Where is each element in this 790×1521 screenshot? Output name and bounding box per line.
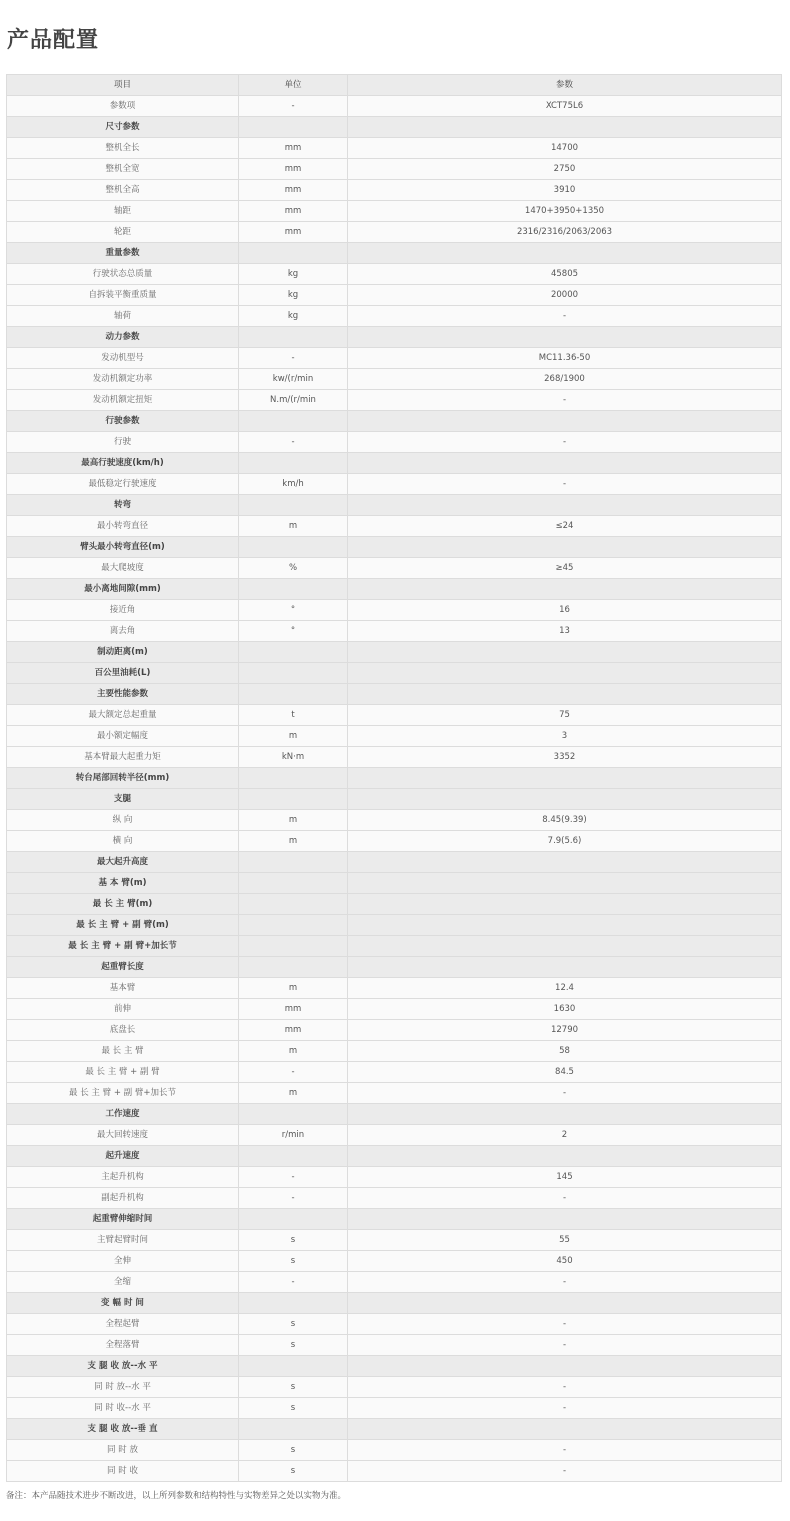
item-cell: 发动机额定扭矩 [7,390,239,411]
item-cell: 底盘长 [7,1020,239,1041]
item-cell: 尺寸参数 [7,117,239,138]
table-row [7,747,782,768]
item-cell: 接近角 [7,600,239,621]
table-row [7,726,782,747]
param-cell [348,1209,782,1230]
item-cell: 最 长 主 臂 + 副 臂+加长节 [7,1083,239,1104]
param-cell [348,789,782,810]
item-cell: 前伸 [7,999,239,1020]
item-cell: 最小转弯直径 [7,516,239,537]
item-cell: 全缩 [7,1272,239,1293]
table-row [7,1461,782,1482]
unit-cell: km/h [239,474,348,495]
section-row [7,537,782,558]
param-cell: 13 [348,621,782,642]
param-cell: 14700 [348,138,782,159]
param-cell [348,957,782,978]
param-cell: 2 [348,1125,782,1146]
table-row [7,1440,782,1461]
param-cell: - [348,1398,782,1419]
section-row [7,1419,782,1440]
item-cell: 动力参数 [7,327,239,348]
table-row [7,1251,782,1272]
unit-cell: r/min [239,1125,348,1146]
item-cell: 最低稳定行驶速度 [7,474,239,495]
unit-cell [239,1293,348,1314]
param-cell: 145 [348,1167,782,1188]
unit-cell: kg [239,306,348,327]
item-cell: 转台尾部回转半径(mm) [7,768,239,789]
table-row [7,222,782,243]
param-cell [348,663,782,684]
unit-cell: % [239,558,348,579]
table-row [7,600,782,621]
param-cell: - [348,1314,782,1335]
item-cell: 基本臂最大起重力矩 [7,747,239,768]
param-cell: 45805 [348,264,782,285]
item-cell: 行驶参数 [7,411,239,432]
section-row [7,1209,782,1230]
param-cell: - [348,1377,782,1398]
table-row [7,432,782,453]
table-row [7,138,782,159]
table-row [7,264,782,285]
header-item: 项目 [7,75,239,96]
footnote: 备注：本产品随技术进步不断改进，以上所列参数和结构特性与实物差异之处以实物为准。 [6,1491,347,1501]
header-param: 参数 [348,75,782,96]
table-row [7,474,782,495]
param-cell: 84.5 [348,1062,782,1083]
item-cell: 同 时 放 [7,1440,239,1461]
item-cell: 副起升机构 [7,1188,239,1209]
param-cell [348,453,782,474]
section-row [7,1356,782,1377]
table-row [7,390,782,411]
item-cell: 起重臂长度 [7,957,239,978]
table-row [7,1062,782,1083]
table-row [7,1188,782,1209]
unit-cell [239,495,348,516]
param-cell: 2750 [348,159,782,180]
param-cell: 7.9(5.6) [348,831,782,852]
item-cell: 制动距离(m) [7,642,239,663]
unit-cell: kN·m [239,747,348,768]
unit-cell: mm [239,999,348,1020]
item-cell: 最 长 主 臂 + 副 臂+加长节 [7,936,239,957]
unit-cell: ° [239,621,348,642]
unit-cell: t [239,705,348,726]
unit-cell [239,117,348,138]
section-row [7,1104,782,1125]
param-cell [348,768,782,789]
param-cell: ≤24 [348,516,782,537]
table-row [7,516,782,537]
table-row [7,1272,782,1293]
param-cell [348,1293,782,1314]
unit-cell: kg [239,285,348,306]
table-row [7,1398,782,1419]
table-row [7,159,782,180]
param-cell [348,537,782,558]
item-cell: 最 长 主 臂 + 副 臂 [7,1062,239,1083]
table-row [7,705,782,726]
param-cell [348,117,782,138]
param-cell [348,1356,782,1377]
item-cell: 发动机额定功率 [7,369,239,390]
unit-cell: mm [239,201,348,222]
param-cell [348,327,782,348]
table-row [7,180,782,201]
item-cell: 最小离地间隙(mm) [7,579,239,600]
item-cell: 全程落臂 [7,1335,239,1356]
unit-cell: s [239,1230,348,1251]
unit-cell: - [239,432,348,453]
unit-cell [239,1419,348,1440]
section-row [7,327,782,348]
page-title: 产品配置 [7,28,100,53]
item-cell: 整机全宽 [7,159,239,180]
table-row [7,1167,782,1188]
item-cell: 基 本 臂(m) [7,873,239,894]
unit-cell [239,579,348,600]
table-row [7,1041,782,1062]
unit-cell: - [239,348,348,369]
unit-cell: - [239,1167,348,1188]
unit-cell: kg [239,264,348,285]
section-row [7,117,782,138]
item-cell: 全程起臂 [7,1314,239,1335]
section-row [7,495,782,516]
param-cell: - [348,1272,782,1293]
table-row [7,1230,782,1251]
param-cell: - [348,1461,782,1482]
section-row [7,789,782,810]
unit-cell [239,915,348,936]
item-cell: 基本臂 [7,978,239,999]
section-row [7,663,782,684]
param-cell: - [348,1335,782,1356]
unit-cell: kw/(r/min [239,369,348,390]
param-cell: 3 [348,726,782,747]
section-row [7,411,782,432]
unit-cell: m [239,516,348,537]
param-cell: 268/1900 [348,369,782,390]
item-cell: 同 时 放--水 平 [7,1377,239,1398]
table-header-row [7,75,782,96]
item-cell: 最大额定总起重量 [7,705,239,726]
section-row [7,768,782,789]
item-cell: 百公里油耗(L) [7,663,239,684]
item-cell: 纵 向 [7,810,239,831]
table-row [7,201,782,222]
item-cell: 轮距 [7,222,239,243]
unit-cell: - [239,96,348,117]
unit-cell: m [239,726,348,747]
table-row [7,1020,782,1041]
table-row [7,978,782,999]
section-row [7,579,782,600]
item-cell: 最大起升高度 [7,852,239,873]
unit-cell: s [239,1251,348,1272]
param-cell: 3352 [348,747,782,768]
unit-cell [239,537,348,558]
unit-cell: s [239,1314,348,1335]
section-row [7,894,782,915]
item-cell: 整机全长 [7,138,239,159]
param-cell: 12790 [348,1020,782,1041]
section-row [7,684,782,705]
table-row [7,1377,782,1398]
unit-cell: m [239,831,348,852]
item-cell: 支腿 [7,789,239,810]
item-cell: 变 幅 时 间 [7,1293,239,1314]
param-cell: 58 [348,1041,782,1062]
table-row [7,285,782,306]
table-row [7,1314,782,1335]
param-cell [348,495,782,516]
item-cell: 支 腿 收 放--垂 直 [7,1419,239,1440]
table-row [7,831,782,852]
unit-cell [239,1209,348,1230]
item-cell: 最大爬坡度 [7,558,239,579]
param-cell [348,579,782,600]
param-cell [348,642,782,663]
unit-cell [239,936,348,957]
unit-cell: mm [239,159,348,180]
unit-cell: mm [239,222,348,243]
item-cell: 最 长 主 臂(m) [7,894,239,915]
param-cell: - [348,474,782,495]
table-row [7,348,782,369]
param-cell [348,1104,782,1125]
item-cell: 行驶状态总质量 [7,264,239,285]
param-cell: 450 [348,1251,782,1272]
section-row [7,852,782,873]
item-cell: 轴荷 [7,306,239,327]
item-cell: 重量参数 [7,243,239,264]
table-row [7,96,782,117]
unit-cell: - [239,1272,348,1293]
param-cell [348,873,782,894]
item-cell: 工作速度 [7,1104,239,1125]
unit-cell: s [239,1398,348,1419]
item-cell: 最小额定幅度 [7,726,239,747]
item-cell: 最 长 主 臂 + 副 臂(m) [7,915,239,936]
unit-cell: mm [239,138,348,159]
param-cell: 1470+3950+1350 [348,201,782,222]
item-cell: 最大回转速度 [7,1125,239,1146]
table-row [7,1125,782,1146]
unit-cell: m [239,1083,348,1104]
spec-table-body [7,75,782,1482]
item-cell: 整机全高 [7,180,239,201]
item-cell: 主臂起臂时间 [7,1230,239,1251]
param-cell [348,894,782,915]
unit-cell [239,768,348,789]
param-cell: 16 [348,600,782,621]
unit-cell [239,957,348,978]
param-cell: - [348,1440,782,1461]
unit-cell [239,894,348,915]
unit-cell [239,642,348,663]
param-cell: 12.4 [348,978,782,999]
unit-cell: s [239,1461,348,1482]
unit-cell: mm [239,180,348,201]
param-cell: 20000 [348,285,782,306]
section-row [7,957,782,978]
param-cell: 1630 [348,999,782,1020]
item-cell: 参数项 [7,96,239,117]
param-cell: 8.45(9.39) [348,810,782,831]
param-cell: 3910 [348,180,782,201]
param-cell: MC11.36-50 [348,348,782,369]
section-row [7,873,782,894]
param-cell [348,936,782,957]
param-cell [348,852,782,873]
param-cell: - [348,1083,782,1104]
param-cell: - [348,306,782,327]
unit-cell [239,873,348,894]
table-row [7,558,782,579]
unit-cell [239,663,348,684]
param-cell: 75 [348,705,782,726]
param-cell [348,684,782,705]
item-cell: 臂头最小转弯直径(m) [7,537,239,558]
item-cell: 自拆装平衡重质量 [7,285,239,306]
section-row [7,243,782,264]
unit-cell [239,684,348,705]
unit-cell [239,327,348,348]
item-cell: 最 长 主 臂 [7,1041,239,1062]
section-row [7,1293,782,1314]
item-cell: 轴距 [7,201,239,222]
unit-cell: m [239,810,348,831]
param-cell: - [348,1188,782,1209]
unit-cell: N.m/(r/min [239,390,348,411]
spec-table [6,74,782,1482]
param-cell [348,411,782,432]
section-row [7,1146,782,1167]
header-unit: 单位 [239,75,348,96]
unit-cell: m [239,978,348,999]
unit-cell [239,453,348,474]
section-row [7,453,782,474]
item-cell: 离去角 [7,621,239,642]
item-cell: 行驶 [7,432,239,453]
item-cell: 起重臂伸缩时间 [7,1209,239,1230]
unit-cell: s [239,1377,348,1398]
param-cell [348,1419,782,1440]
item-cell: 同 时 收--水 平 [7,1398,239,1419]
unit-cell: s [239,1335,348,1356]
unit-cell [239,852,348,873]
table-row [7,306,782,327]
param-cell: - [348,390,782,411]
item-cell: 全伸 [7,1251,239,1272]
item-cell: 转弯 [7,495,239,516]
table-row [7,810,782,831]
param-cell: - [348,432,782,453]
item-cell: 发动机型号 [7,348,239,369]
param-cell: 55 [348,1230,782,1251]
unit-cell: - [239,1062,348,1083]
item-cell: 同 时 收 [7,1461,239,1482]
param-cell [348,915,782,936]
unit-cell: ° [239,600,348,621]
unit-cell [239,1356,348,1377]
item-cell: 支 腿 收 放--水 平 [7,1356,239,1377]
table-row [7,369,782,390]
unit-cell [239,1104,348,1125]
param-cell [348,1146,782,1167]
param-cell: XCT75L6 [348,96,782,117]
item-cell: 主要性能参数 [7,684,239,705]
section-row [7,915,782,936]
unit-cell: mm [239,1020,348,1041]
item-cell: 横 向 [7,831,239,852]
table-row [7,1335,782,1356]
unit-cell [239,789,348,810]
table-row [7,999,782,1020]
item-cell: 主起升机构 [7,1167,239,1188]
section-row [7,936,782,957]
param-cell [348,243,782,264]
unit-cell [239,1146,348,1167]
param-cell: ≥45 [348,558,782,579]
unit-cell: - [239,1188,348,1209]
unit-cell [239,411,348,432]
unit-cell: m [239,1041,348,1062]
table-row [7,621,782,642]
item-cell: 起升速度 [7,1146,239,1167]
param-cell: 2316/2316/2063/2063 [348,222,782,243]
item-cell: 最高行驶速度(km/h) [7,453,239,474]
unit-cell: s [239,1440,348,1461]
section-row [7,642,782,663]
table-row [7,1083,782,1104]
unit-cell [239,243,348,264]
